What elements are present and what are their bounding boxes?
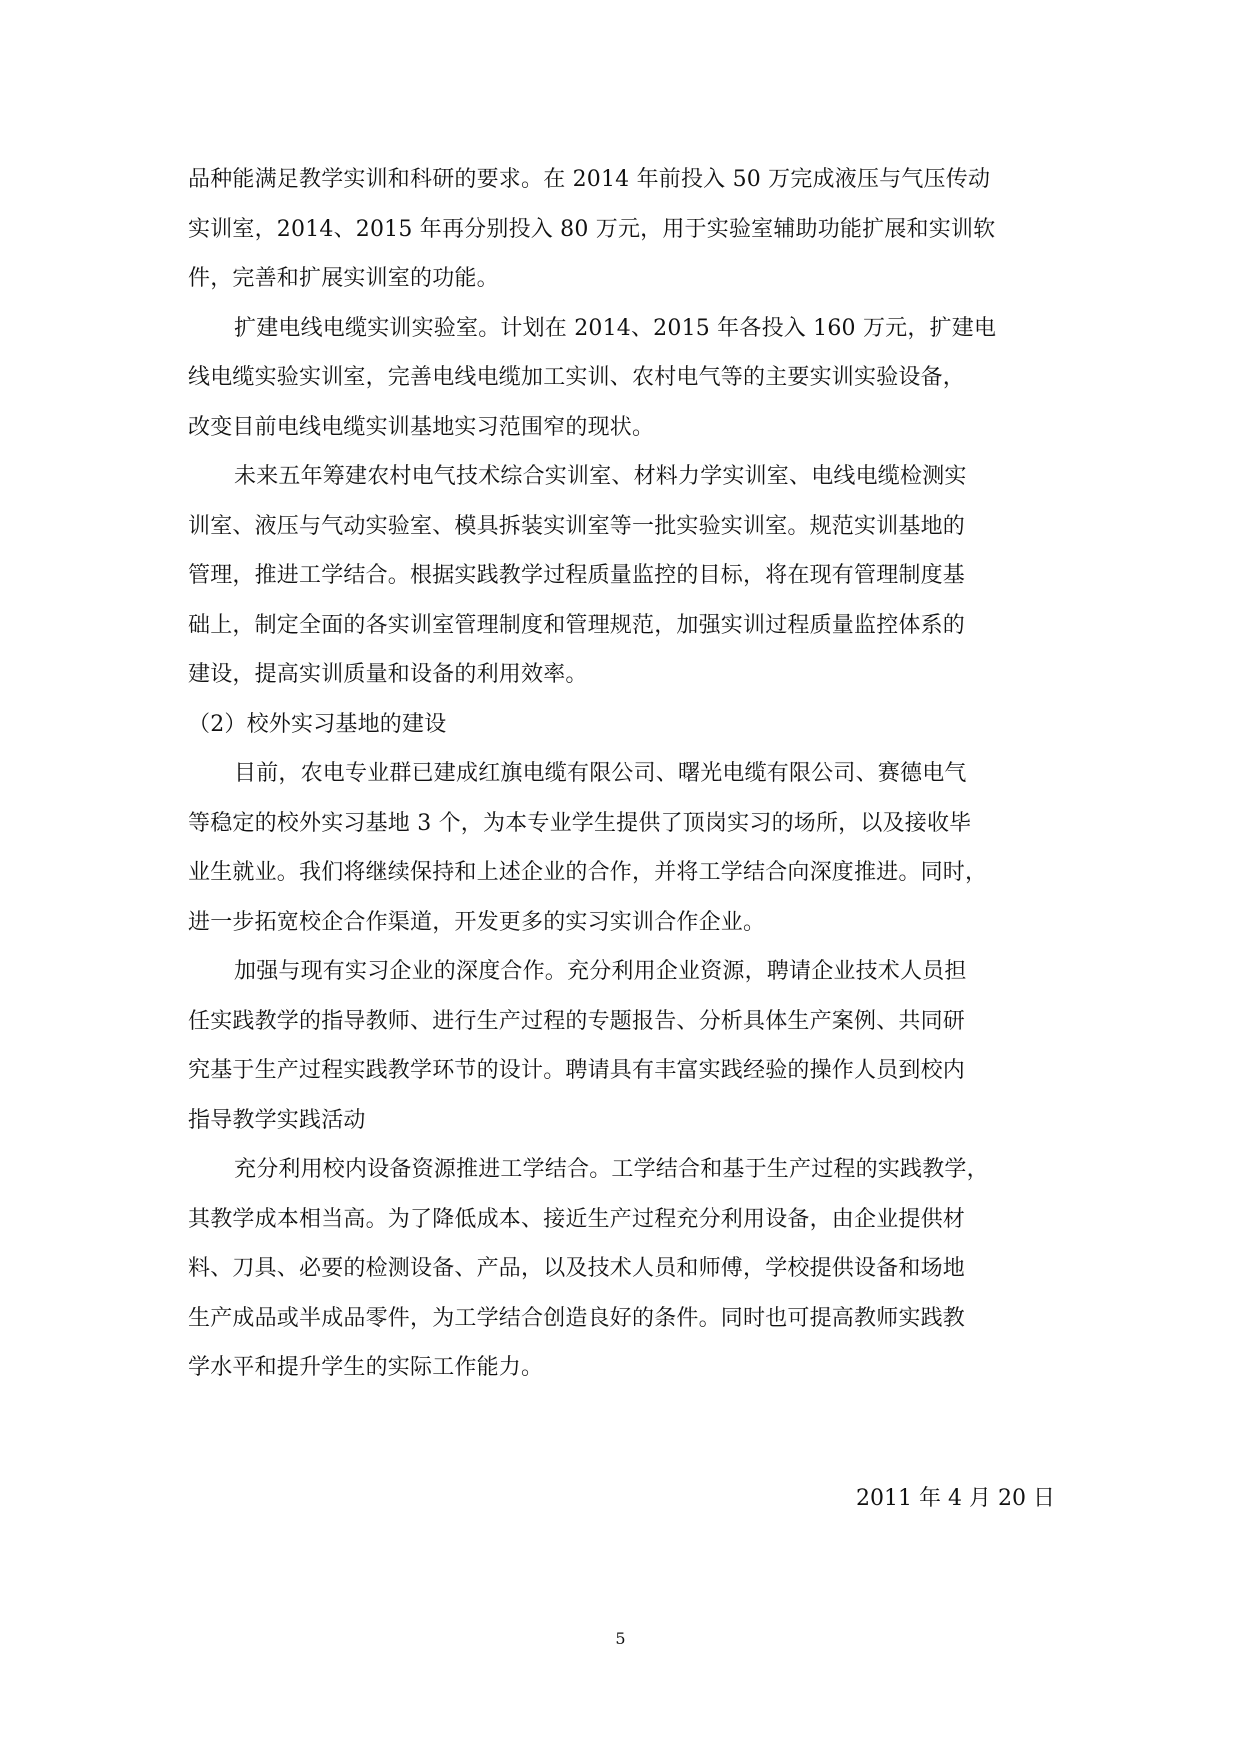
text-line: 实训室，2014、2015 年再分别投入 80 万元，用于实验室辅助功能扩展和实训软 bbox=[188, 216, 996, 242]
text-line: 加强与现有实习企业的深度合作。充分利用企业资源，聘请企业技术人员担 bbox=[234, 959, 967, 984]
paragraph bbox=[188, 304, 1058, 453]
text-line: 学水平和提升学生的实际工作能力。 bbox=[188, 1355, 544, 1380]
text-line: 未来五年筹建农村电气技术综合实训室、材料力学实训室、电线电缆检测实 bbox=[234, 464, 967, 489]
text-line: 究基于生产过程实践教学环节的设计。聘请具有丰富实践经验的操作人员到校内 bbox=[188, 1058, 966, 1083]
paragraph bbox=[188, 749, 1058, 947]
text-line: 等稳定的校外实习基地 3 个，为本专业学生提供了顶岗实习的场所，以及接收毕 bbox=[188, 810, 972, 836]
body-text bbox=[188, 155, 1058, 1393]
text-line: 指导教学实践活动 bbox=[188, 1107, 366, 1133]
text-line: 管理，推进工学结合。根据实践教学过程质量监控的目标，将在现有管理制度基 bbox=[188, 563, 966, 588]
document-date: 2011 年 4 月 20 日 bbox=[856, 1486, 1055, 1511]
text-line: 改变目前电线电缆实训基地实习范围窄的现状。 bbox=[188, 414, 655, 440]
text-line: 训室、液压与气动实验室、模具拆装实训室等一批实验实训室。规范实训基地的 bbox=[188, 513, 966, 539]
paragraph bbox=[188, 155, 1058, 304]
text-line: 生产成品或半成品零件，为工学结合创造良好的条件。同时也可提高教师实践教 bbox=[188, 1305, 966, 1331]
section-heading bbox=[188, 700, 1058, 750]
text-line: 充分利用校内设备资源推进工学结合。工学结合和基于生产过程的实践教学， bbox=[234, 1157, 989, 1182]
text-line: 料、刀具、必要的检测设备、产品，以及技术人员和师傅，学校提供设备和场地 bbox=[188, 1256, 966, 1281]
text-line: 进一步拓宽校企合作渠道，开发更多的实习实训合作企业。 bbox=[188, 909, 766, 935]
paragraph bbox=[188, 452, 1058, 700]
text-line: 任实践教学的指导教师、进行生产过程的专题报告、分析具体生产案例、共同研 bbox=[188, 1008, 966, 1034]
text-line: （2）校外实习基地的建设 bbox=[188, 711, 447, 737]
text-line: 其教学成本相当高。为了降低成本、接近生产过程充分利用设备，由企业提供材 bbox=[188, 1206, 966, 1232]
text-line: 业生就业。我们将继续保持和上述企业的合作，并将工学结合向深度推进。同时， bbox=[188, 860, 988, 885]
paragraph bbox=[188, 1145, 1058, 1393]
text-line: 目前，农电专业群已建成红旗电缆有限公司、曙光电缆有限公司、赛德电气 bbox=[234, 761, 967, 786]
page-number: 5 bbox=[615, 1629, 626, 1648]
text-line: 建设，提高实训质量和设备的利用效率。 bbox=[188, 662, 588, 687]
paragraph bbox=[188, 947, 1058, 1145]
text-line: 品种能满足教学实训和科研的要求。在 2014 年前投入 50 万完成液压与气压传动 bbox=[188, 167, 991, 192]
text-line: 线电缆实验实训室，完善电线电缆加工实训、农村电气等的主要实训实验设备， bbox=[188, 365, 966, 390]
text-line: 扩建电线电缆实训实验室。计划在 2014、2015 年各投入 160 万元，扩建电 bbox=[234, 315, 997, 341]
text-line: 础上，制定全面的各实训室管理制度和管理规范，加强实训过程质量监控体系的 bbox=[188, 612, 966, 638]
text-line: 件，完善和扩展实训室的功能。 bbox=[188, 266, 499, 291]
